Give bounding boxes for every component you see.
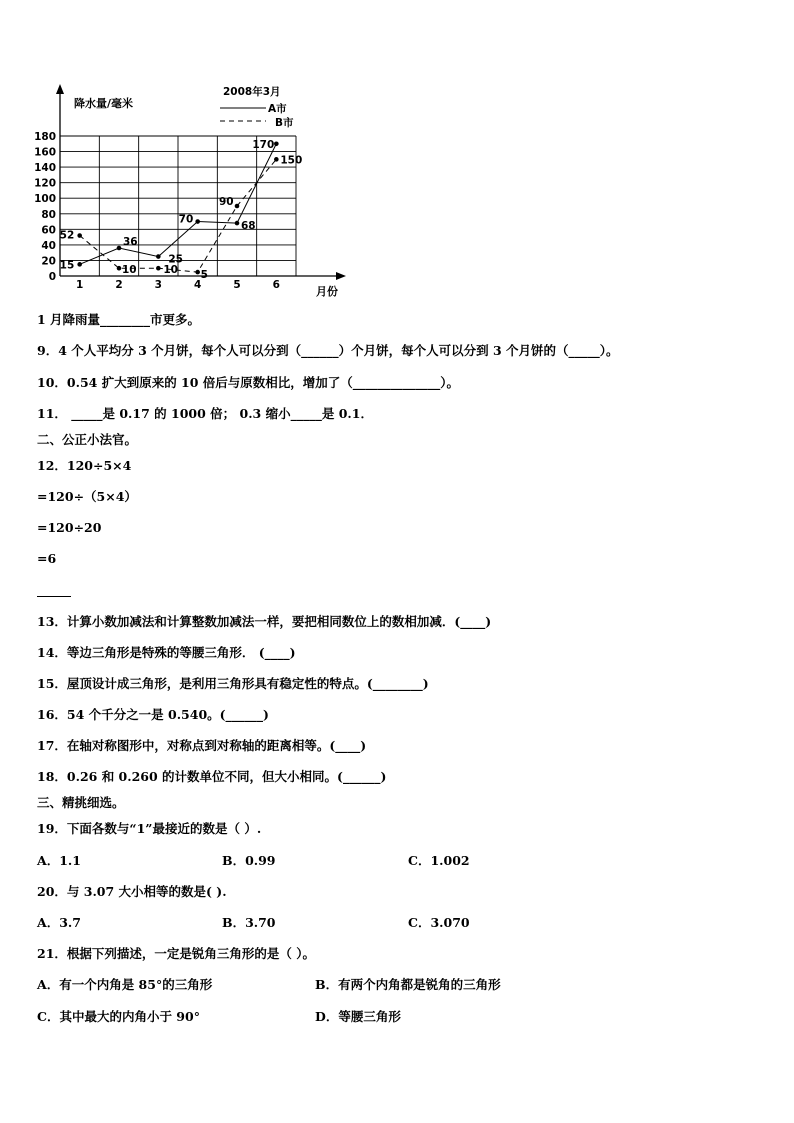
x-axis-arrow (336, 272, 346, 280)
data-label: 70 (178, 213, 194, 226)
data-label: 5 (200, 269, 208, 282)
x-axis-label: 月份 (316, 285, 338, 298)
question-21-option-c: C．其中最大的内角小于 90° (37, 1009, 200, 1024)
question-18: 18．0.26 和 0.260 的计数单位不同，但大小相同。(______) (37, 769, 387, 784)
data-point (274, 157, 279, 162)
data-label: 10 (122, 264, 137, 277)
question-19-option-b: B．0.99 (222, 853, 276, 868)
question-12: 12．120÷5×4 (37, 458, 132, 473)
question-20-option-b: B．3.70 (222, 915, 276, 930)
section-2-heading: 二、公正小法官。 (37, 432, 138, 447)
answer-rule (37, 596, 71, 597)
section-3-heading: 三、精挑细选。 (37, 795, 125, 810)
y-tick-label: 160 (34, 146, 56, 159)
data-label: 150 (280, 154, 303, 167)
question-19: 19．下面各数与“1”最接近的数是（ ）. (37, 821, 262, 836)
data-label: 170 (252, 138, 275, 151)
data-point (77, 233, 82, 238)
data-point (195, 219, 200, 224)
legend-label-b: B市 (275, 117, 294, 129)
question-21-option-d: D．等腰三角形 (315, 1009, 401, 1024)
question-20-option-c: C．3.070 (408, 915, 470, 930)
y-tick-label: 100 (34, 193, 56, 206)
data-point (235, 204, 240, 209)
x-tick-label: 6 (272, 279, 280, 291)
data-point (156, 254, 161, 259)
y-tick-label: 0 (48, 271, 56, 283)
data-point (117, 266, 122, 271)
data-point (77, 262, 82, 267)
question-15: 15．屋顶设计成三角形，是利用三角形具有稳定性的特点。(________) (37, 676, 429, 691)
data-label: 10 (163, 264, 178, 277)
chart-legend (220, 85, 294, 129)
y-tick-label: 80 (41, 208, 56, 221)
x-tick-label: 1 (76, 279, 84, 291)
question-9: 9．4 个人平均分 3 个月饼，每个人可以分到（______）个月饼，每个人可以分到 3 个月饼的（_____）。 (37, 343, 619, 358)
question-17: 17．在轴对称图形中，对称点到对称轴的距离相等。(____) (37, 738, 367, 753)
y-axis-arrow (56, 84, 64, 94)
y-tick-label: 120 (34, 177, 56, 190)
y-tick-label: 60 (41, 224, 56, 237)
data-label: 68 (241, 220, 256, 233)
question-20: 20．与 3.07 大小相等的数是( ). (37, 884, 227, 899)
question-20-option-a: A．3.7 (37, 915, 81, 930)
y-tick-label: 40 (41, 239, 56, 252)
y-tick-label: 180 (34, 131, 56, 143)
question-19-option-a: A．1.1 (37, 853, 81, 868)
question-21-option-b: B．有两个内角都是锐角的三角形 (315, 977, 501, 992)
x-tick-label: 4 (194, 279, 202, 291)
y-tick-label: 20 (41, 255, 56, 268)
question-21-option-a: A．有一个内角是 85°的三角形 (37, 977, 213, 992)
legend-title: 2008年3月 (223, 86, 281, 98)
y-tick-label: 140 (34, 162, 56, 175)
y-axis-label: 降水量/毫米 (74, 97, 134, 110)
question-12-step-3: =6 (37, 551, 57, 566)
x-tick-label: 5 (233, 279, 241, 291)
question-11: 11． _____是 0.17 的 1000 倍； 0.3 缩小_____是 0.1． (37, 406, 373, 421)
question-12-step-1: =120÷（5×4） (37, 489, 137, 504)
question-8-tail: 1 月降雨量________市更多。 (37, 312, 201, 327)
precipitation-line-chart (30, 80, 360, 300)
data-point (117, 246, 122, 251)
question-16: 16．54 个千分之一是 0.540。(______) (37, 707, 269, 722)
chart-data-labels (60, 139, 303, 281)
data-label: 15 (59, 259, 75, 272)
question-14: 14．等边三角形是特殊的等腰三角形． (____) (37, 645, 296, 660)
question-12-step-2: =120÷20 (37, 520, 102, 535)
x-tick-label: 3 (154, 279, 162, 291)
question-10: 10．0.54 扩大到原来的 10 倍后与原数相比，增加了（______________）。 (37, 375, 460, 390)
data-label: 90 (219, 196, 234, 208)
data-point (235, 221, 240, 226)
question-13: 13．计算小数加减法和计算整数加减法一样，要把相同数位上的数相加减．(____) (37, 614, 492, 629)
data-point (195, 270, 200, 275)
question-19-option-c: C．1.002 (408, 853, 470, 868)
x-tick-label: 2 (115, 279, 123, 291)
question-21: 21．根据下列描述，一定是锐角三角形的是（ ）。 (37, 946, 315, 961)
data-label: 36 (123, 236, 138, 248)
data-label: 52 (59, 229, 75, 242)
legend-label-a: A市 (268, 103, 287, 115)
data-label: 25 (168, 253, 183, 266)
data-point (274, 141, 279, 146)
data-point (156, 266, 161, 271)
